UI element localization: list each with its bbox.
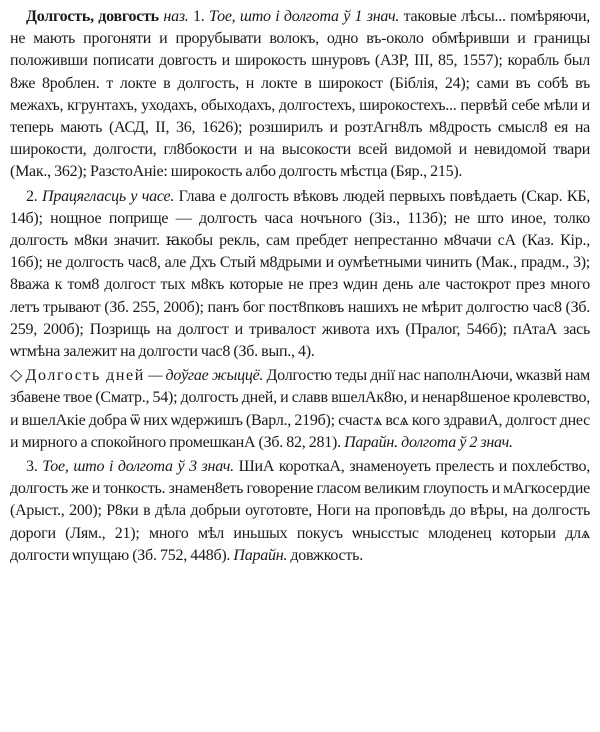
sense-3-gloss: Тое, што і долгота ў 3 знач. [42, 458, 234, 476]
subentry-phrase: Долгость дней [25, 367, 145, 385]
sense-1-number: 1. [193, 8, 205, 25]
subentry-text: Долгостю теды днії нас наполнАючи, ѡказвй нам збавене твое (Сматр., 54); долгость дней, и славв вшелАк8ю, и ненар8шеное кролевство, и вшелАкіе добра ѿ них ѡдержишъ (Варл., 219б); счастѧ всѧ кого здравиА, долгост днес и мирного а спокойного промешканА (Зб. 82, 281). [10, 367, 591, 451]
sense-3-number: 3. [26, 458, 38, 476]
sense-3-paronym-text: довжкость. [290, 546, 363, 564]
sense-1-gloss: Тое, што і долгота ў 1 знач. [209, 8, 400, 25]
diamond-icon: ◇ [10, 367, 23, 385]
sense-1 [10, 6, 590, 184]
sense-3-paronym-label: Парайн. [233, 546, 288, 564]
subentry-gloss: — доўгае жыццё. [148, 367, 264, 385]
sense-2-number: 2. [26, 187, 38, 205]
sense-2-text: Глава е долгость вѣковъ людей первыхъ повѣдаеть (Скар. КБ, 14б); нощное поприще — долгость часа ночъного (Зіз., 113б); не што иное, толко долгость м8ки значит. ꙗкобы рекль, сам пребдет непрестанно м8чачи сА (Каз. Кір., 16б); не долгость час8, але Дхъ Стый м8дрыми и оумѣетными чинить (Мак., прадм., 3); 8важа к том8 долгост тых м8къ которые не през ѡдин день але частокрот през много летъ трывают (Зб. 255, 200б); панъ бог пост8пковъ нашихъ не мѣрит долгостю час8 (Зб. 259, 200б); Позрищь на долгост и тривалост живота ихъ (Пралог, 546б); пАтаА зась ѡтмѣна залежит на долгости час8 (Зб. вып., 4). [10, 187, 591, 361]
headword: Долгость, довгость [26, 8, 159, 25]
sense-1-text: таковые лѣсы... помѣряючи, не мають прогоняти и прорубывати волокъ, одно въ-около обмѣривши и границы положивши пописати довгость и широкость шнуровъ (АЗР, III, 85, 1557); корабль был 8же 8роблен. т локте в долгость, н локте в широкост (Біблія, 24); сами въ собѣ въ межахъ, кгрунтахъ, уходахъ, обыходахъ, долгостехъ, широкостехъ... первѣй себе мѣли и теперь мають (АСД, II, 36, 1626); розширилъ и розтАгн8лъ м8дрость смысл8 ея на широкости, долгости, гл8бокости и на высокости всей видомой и невидомой твари (Мак., 362); РазстоАніе: широкость албо долгость мѣстца (Бяр., 215). [10, 8, 591, 181]
sense-3 [10, 456, 590, 567]
sense-2 [10, 186, 590, 364]
part-of-speech: наз. [163, 8, 189, 25]
sense-2-gloss: Працягласць у часе. [42, 187, 175, 205]
subentry-paronym-text: долгота ў 2 знач. [401, 433, 513, 451]
subentry [10, 365, 590, 454]
sense-3-text: ШиА короткаА, знаменоуеть прелесть и похлебство, долгость же и тонкость. знамен8еть говорение гласом великим глоупость и мАгкосердие (Арыст., 200); Р8ки в дѣла добрыи оуготовте, Ноги на проповѣдь до вѣры, на долгость дороги (Лям., 21); много мѣл иньшых покусъ ѡнысстыс млоденец которыи длѧ долгости ѡпущаю (Зб. 752, 448б). [10, 458, 591, 564]
subentry-paronym-label: Парайн. [344, 433, 398, 451]
